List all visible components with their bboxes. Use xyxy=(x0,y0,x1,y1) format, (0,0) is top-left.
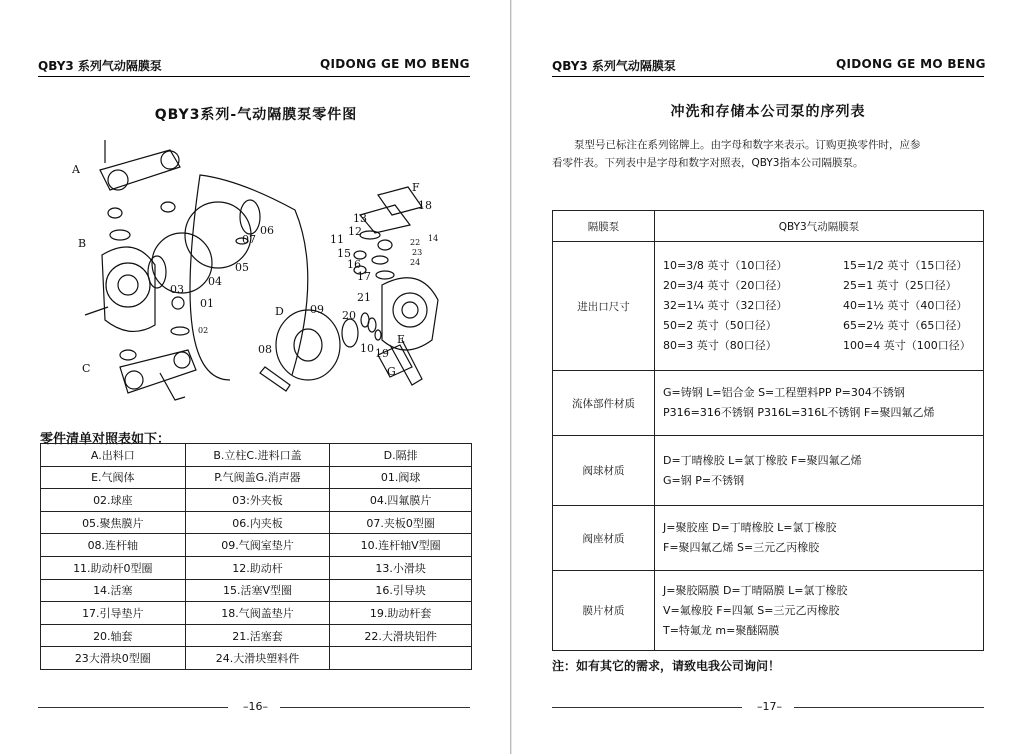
ball-line: G=钢 P=不锈钢 xyxy=(663,473,745,487)
parts-table xyxy=(40,443,472,670)
diagram-label-20: 20 xyxy=(342,309,356,322)
table-row xyxy=(41,534,472,557)
table-row xyxy=(41,579,472,602)
right-page xyxy=(512,0,1024,754)
footer-rule-left xyxy=(38,707,228,708)
fluid-materials xyxy=(655,371,984,436)
part-cell: 13.小滑块 xyxy=(330,556,472,579)
part-cell: 06.内夹板 xyxy=(185,511,330,534)
inlet-size: 15=1/2 英寸（15口径） xyxy=(843,259,968,272)
seat-line: J=聚胶座 D=丁晴橡胶 L=氯丁橡胶 xyxy=(663,521,837,534)
footer-rule-right xyxy=(280,707,470,708)
table-row xyxy=(41,556,472,579)
inlet-size: 40=1½ 英寸（40口径） xyxy=(843,299,968,312)
diagram-label-24: 24 xyxy=(410,258,421,267)
part-cell: 08.连杆轴 xyxy=(41,534,186,557)
table-head-pump: 隔膜泵 xyxy=(553,211,655,242)
part-cell: 23大滑块0型圈 xyxy=(41,647,186,670)
table-row xyxy=(41,647,472,670)
part-cell: D.隔排 xyxy=(330,444,472,467)
fluid-line: G=铸钢 L=铝合金 S=工程塑料PP P=304不锈钢 xyxy=(663,386,905,399)
row-label-seat: 阀座材质 xyxy=(553,506,655,571)
inlet-row xyxy=(663,316,983,336)
table-row xyxy=(41,624,472,647)
part-cell: 14.活塞 xyxy=(41,579,186,602)
diagram-label-23: 23 xyxy=(412,248,423,257)
diagram-label-03: 03 xyxy=(170,283,184,296)
part-cell: 12.助动杆 xyxy=(185,556,330,579)
inlet-row xyxy=(663,296,983,316)
part-cell: 05.聚焦膜片 xyxy=(41,511,186,534)
footer-rule-left xyxy=(552,707,742,708)
row-label-fluid: 流体部件材质 xyxy=(553,371,655,436)
inlet-sizes xyxy=(655,242,984,371)
inlet-size: 32=1¼ 英寸（32口径） xyxy=(663,299,788,312)
inlet-size: 100=4 英寸（100口径） xyxy=(843,339,971,352)
diagram-label-16: 16 xyxy=(347,258,361,271)
header-left: QBY3 系列气动隔膜泵 xyxy=(38,59,162,73)
table-head-model: QBY3气动隔膜泵 xyxy=(655,211,984,242)
part-cell: 22.大滑块铝件 xyxy=(330,624,472,647)
parts-list-heading: 零件清单对照表如下： xyxy=(40,432,171,447)
diagram-label-14: 14 xyxy=(428,234,439,243)
inlet-size: 65=2½ 英寸（65口径） xyxy=(843,319,968,332)
membrane-line: V=氟橡胶 F=四氟 S=三元乙丙橡胶 xyxy=(663,603,840,617)
footer-rule-right xyxy=(794,707,984,708)
diagram-label-12: 12 xyxy=(348,225,362,238)
table-row xyxy=(41,444,472,467)
intro-line-1: 泵型号已标注在系列铭牌上。由字母和数字来表示。订购更换零件时，应参 xyxy=(574,139,921,151)
diagram-label-b: B xyxy=(78,237,87,250)
part-cell: 11.助动杆0型圈 xyxy=(41,556,186,579)
inlet-size: 80=3 英寸（80口径） xyxy=(663,339,777,352)
footnote: 注：如有其它的需求，请致电我公司询问！ xyxy=(552,659,781,673)
diagram-label-02: 02 xyxy=(198,326,209,335)
diagram-label-10: 10 xyxy=(360,342,374,355)
diagram-label-06: 06 xyxy=(260,224,274,237)
seat-materials xyxy=(655,506,984,571)
part-cell: 07.夹板0型圈 xyxy=(330,511,472,534)
intro-line-2: 看零件表。下列表中是字母和数字对照表，QBY3指本公司隔膜泵。 xyxy=(552,157,864,169)
part-cell: 02.球座 xyxy=(41,489,186,512)
fluid-line: P316=316不锈钢 P316L=316L不锈钢 F=聚四氟乙烯 xyxy=(663,406,935,419)
diagram-label-21: 21 xyxy=(357,291,371,304)
diagram-label-11: 11 xyxy=(330,233,344,246)
part-cell: 20.轴套 xyxy=(41,624,186,647)
header-rule xyxy=(38,76,470,77)
part-cell: 18.气阀盖垫片 xyxy=(185,602,330,625)
part-cell: 09.气阀室垫片 xyxy=(185,534,330,557)
part-cell: 01.阀球 xyxy=(330,466,472,489)
intro-paragraph xyxy=(552,136,992,172)
table-row xyxy=(41,489,472,512)
row-label-ball: 阀球材质 xyxy=(553,436,655,506)
diagram-label-18: 18 xyxy=(418,199,432,212)
part-cell: 04.四氟膜片 xyxy=(330,489,472,512)
header-rule xyxy=(552,76,984,77)
page-title: QBY3系列-气动隔膜泵零件图 xyxy=(154,107,358,123)
part-cell: E.气阀体 xyxy=(41,466,186,489)
diagram-label-09: 09 xyxy=(310,303,324,316)
diagram-label-04: 04 xyxy=(208,275,222,288)
table-row xyxy=(41,602,472,625)
diagram-label-13: 13 xyxy=(353,212,367,225)
part-cell: 03:外夹板 xyxy=(185,489,330,512)
seat-line: F=聚四氟乙烯 S=三元乙丙橡胶 xyxy=(663,541,820,554)
part-cell: 16.引导块 xyxy=(330,579,472,602)
diagram-label-07: 07 xyxy=(242,233,256,246)
exploded-parts-diagram xyxy=(60,135,460,420)
diagram-label-17: 17 xyxy=(357,270,371,283)
diagram-label-01: 01 xyxy=(200,297,214,310)
inlet-size: 25=1 英寸（25口径） xyxy=(843,279,957,292)
page-number: –16– xyxy=(243,700,268,713)
inlet-row xyxy=(663,256,983,276)
membrane-materials xyxy=(655,571,984,651)
inlet-size: 20=3/4 英寸（20口径） xyxy=(663,279,788,292)
part-cell: B.立柱C.进料口盖 xyxy=(185,444,330,467)
part-cell: 15.活塞V型圈 xyxy=(185,579,330,602)
diagram-label-05: 05 xyxy=(235,261,249,274)
header-right: QIDONG GE MO BENG xyxy=(836,57,986,71)
diagram-label-08: 08 xyxy=(258,343,272,356)
header-right: QIDONG GE MO BENG xyxy=(320,57,470,71)
part-cell: 17.引导垫片 xyxy=(41,602,186,625)
membrane-line: T=特氟龙 m=聚醚隔膜 xyxy=(663,623,780,637)
part-cell: 19.助动杆套 xyxy=(330,602,472,625)
part-cell: P.气阀盖G.消声器 xyxy=(185,466,330,489)
row-label-membrane: 膜片材质 xyxy=(553,571,655,651)
diagram-label-15: 15 xyxy=(337,247,351,260)
page-title: 冲洗和存储本公司泵的序列表 xyxy=(670,104,866,120)
part-cell: 10.连杆轴V型圈 xyxy=(330,534,472,557)
page-number: –17– xyxy=(757,700,782,713)
part-cell xyxy=(330,647,472,670)
inlet-row xyxy=(663,336,983,356)
table-row xyxy=(41,511,472,534)
diagram-label-22: 22 xyxy=(410,238,421,247)
diagram-label-f: F xyxy=(412,181,420,194)
diagram-label-c: C xyxy=(82,362,91,375)
table-row xyxy=(41,466,472,489)
header-left: QBY3 系列气动隔膜泵 xyxy=(552,59,676,73)
diagram-label-d: D xyxy=(275,305,284,318)
ball-line: D=丁晴橡胶 L=氯丁橡胶 F=聚四氟乙烯 xyxy=(663,453,862,467)
diagram-label-e: E xyxy=(397,333,406,346)
inlet-size: 50=2 英寸（50口径） xyxy=(663,319,777,332)
diagram-label-g: G xyxy=(387,365,396,378)
inlet-size: 10=3/8 英寸（10口径） xyxy=(663,259,788,272)
series-table xyxy=(552,210,984,651)
ball-materials xyxy=(655,436,984,506)
part-cell: A.出料口 xyxy=(41,444,186,467)
diagram-label-a: A xyxy=(72,163,80,176)
row-label-inlet: 进出口尺寸 xyxy=(553,242,655,371)
membrane-line: J=聚胶隔膜 D=丁晴隔膜 L=氯丁橡胶 xyxy=(663,583,848,597)
inlet-row xyxy=(663,276,983,296)
part-cell: 21.活塞套 xyxy=(185,624,330,647)
diagram-label-19: 19 xyxy=(375,347,389,360)
part-cell: 24.大滑块塑料件 xyxy=(185,647,330,670)
